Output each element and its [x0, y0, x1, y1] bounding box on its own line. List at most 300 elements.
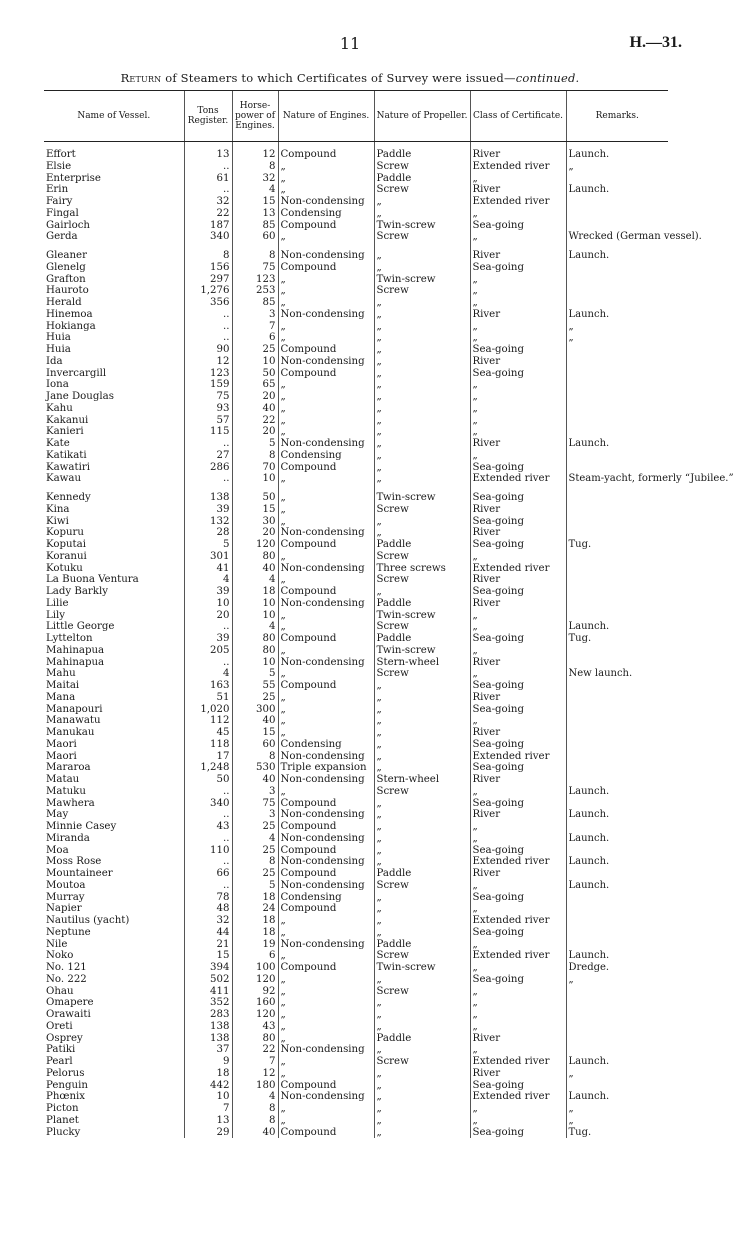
- table-row: [44, 715, 668, 727]
- table-row: [44, 1091, 668, 1103]
- certificate-class: „: [470, 786, 566, 798]
- tons-register: 1,248: [184, 762, 232, 774]
- remarks: [566, 527, 668, 539]
- page-title: [0, 71, 700, 85]
- vessel-name: Effort: [46, 149, 76, 160]
- gap-cell: [470, 243, 566, 250]
- engine-nature: „: [278, 997, 374, 1009]
- remarks: [566, 845, 668, 857]
- certificate-class: „: [470, 645, 566, 657]
- engine-nature: „: [278, 1009, 374, 1021]
- remarks: [566, 551, 668, 563]
- horse-power: 8: [232, 450, 278, 462]
- horse-power: 4: [232, 833, 278, 845]
- table-row: [44, 438, 668, 450]
- vessel-name: Fingal: [46, 207, 79, 219]
- certificate-class: „: [470, 1021, 566, 1033]
- vessel-name: Elsie: [46, 160, 72, 172]
- certificate-class: Extended river: [470, 563, 566, 575]
- remarks: [566, 751, 668, 763]
- gap-cell: [566, 243, 668, 250]
- horse-power: 13: [232, 208, 278, 220]
- propeller-nature: „: [374, 739, 470, 751]
- horse-power: 5: [232, 880, 278, 892]
- vessel-name: Mana: [46, 691, 76, 703]
- propeller-nature: „: [374, 1009, 470, 1021]
- gap-cell: [232, 243, 278, 250]
- horse-power: 80: [232, 551, 278, 563]
- table-row: [44, 774, 668, 786]
- tons-register: 12: [184, 356, 232, 368]
- vessel-name: Mahinapua: [46, 656, 105, 668]
- remarks: New launch.: [566, 668, 668, 680]
- table-row: [44, 880, 668, 892]
- propeller-nature: Screw: [374, 161, 470, 173]
- table-row: [44, 903, 668, 915]
- remarks: Steam-yacht, formerly “Jubilee.”: [566, 473, 668, 485]
- engine-nature: Compound: [278, 821, 374, 833]
- vessel-name: Glenelg: [46, 261, 86, 273]
- table-row: [44, 621, 668, 633]
- horse-power: 5: [232, 668, 278, 680]
- engine-nature: Non-condensing: [278, 438, 374, 450]
- certificate-class: River: [470, 727, 566, 739]
- certificate-class: River: [470, 809, 566, 821]
- header-row: [44, 91, 668, 142]
- horse-power: 12: [232, 149, 278, 161]
- engine-nature: „: [278, 950, 374, 962]
- horse-power: 3: [232, 809, 278, 821]
- col-header-engines: Nature of Engines.: [278, 91, 374, 142]
- vessel-name: Manapouri: [46, 703, 103, 715]
- certificate-class: River: [470, 1033, 566, 1045]
- remarks: [566, 915, 668, 927]
- tons-register: ..: [184, 161, 232, 173]
- vessel-name: Kahu: [46, 402, 73, 414]
- propeller-nature: Screw: [374, 574, 470, 586]
- table-row: [44, 950, 668, 962]
- engine-nature: Non-condensing: [278, 527, 374, 539]
- propeller-nature: „: [374, 1091, 470, 1103]
- horse-power: 85: [232, 297, 278, 309]
- engine-nature: „: [278, 426, 374, 438]
- horse-power: 3: [232, 309, 278, 321]
- propeller-nature: „: [374, 415, 470, 427]
- remarks: Launch.: [566, 250, 668, 262]
- engine-nature: Condensing: [278, 208, 374, 220]
- remarks: Launch.: [566, 880, 668, 892]
- engine-nature: Non-condensing: [278, 563, 374, 575]
- remarks: [566, 927, 668, 939]
- table-row: [44, 962, 668, 974]
- tons-register: ..: [184, 473, 232, 485]
- propeller-nature: Twin-screw: [374, 610, 470, 622]
- page-number: 11: [339, 34, 361, 53]
- vessel-name: Noko: [46, 950, 74, 962]
- remarks: [566, 450, 668, 462]
- remarks: [566, 692, 668, 704]
- tons-register: 18: [184, 1068, 232, 1080]
- tons-register: 138: [184, 1021, 232, 1033]
- certificate-class: River: [470, 184, 566, 196]
- vessel-name: Kate: [46, 438, 70, 449]
- tons-register: 75: [184, 391, 232, 403]
- propeller-nature: „: [374, 462, 470, 474]
- certificate-class: Extended river: [470, 1056, 566, 1068]
- vessel-name: Koputai: [46, 539, 86, 550]
- table-row: [44, 786, 668, 798]
- engine-nature: „: [278, 285, 374, 297]
- engine-nature: „: [278, 297, 374, 309]
- horse-power: 4: [232, 1091, 278, 1103]
- remarks: [566, 516, 668, 528]
- remarks: [566, 504, 668, 516]
- horse-power: 20: [232, 426, 278, 438]
- certificate-class: „: [470, 821, 566, 833]
- engine-nature: Non-condensing: [278, 598, 374, 610]
- steamers-table: [44, 90, 734, 1138]
- engine-nature: „: [278, 473, 374, 485]
- remarks: [566, 986, 668, 998]
- propeller-nature: Screw: [374, 880, 470, 892]
- engine-nature: „: [278, 492, 374, 504]
- engine-nature: Compound: [278, 149, 374, 161]
- propeller-nature: Stern-wheel: [374, 774, 470, 786]
- table-row: [44, 149, 668, 161]
- vessel-name: Little George: [46, 621, 115, 633]
- table-row: [44, 274, 668, 286]
- tons-register: ..: [184, 321, 232, 333]
- propeller-nature: Screw: [374, 231, 470, 243]
- table-row: [44, 809, 668, 821]
- propeller-nature: „: [374, 845, 470, 857]
- engine-nature: „: [278, 715, 374, 727]
- propeller-nature: „: [374, 915, 470, 927]
- vessel-name: Herald: [46, 297, 82, 308]
- vessel-name: Neptune: [46, 926, 91, 938]
- propeller-nature: Three screws: [374, 563, 470, 575]
- remarks: [566, 798, 668, 810]
- remarks: [566, 1009, 668, 1021]
- vessel-name: Phœnix: [46, 1091, 86, 1103]
- vessel-name: Huia: [46, 332, 71, 344]
- certificate-class: Sea-going: [470, 704, 566, 716]
- vessel-name: Lyttelton: [46, 633, 93, 644]
- tons-register: 32: [184, 915, 232, 927]
- document-code: H.—31.: [629, 34, 682, 51]
- certificate-class: Extended river: [470, 161, 566, 173]
- vessel-name: Kiwi: [46, 515, 69, 527]
- propeller-nature: „: [374, 762, 470, 774]
- tons-register: 352: [184, 997, 232, 1009]
- engine-nature: „: [278, 415, 374, 427]
- propeller-nature: „: [374, 856, 470, 868]
- horse-power: 100: [232, 962, 278, 974]
- propeller-nature: Screw: [374, 621, 470, 633]
- tons-register: 502: [184, 974, 232, 986]
- propeller-nature: „: [374, 344, 470, 356]
- tons-register: 28: [184, 527, 232, 539]
- table-row: [44, 892, 668, 904]
- gap-cell: [278, 485, 374, 492]
- engine-nature: Non-condensing: [278, 751, 374, 763]
- engine-nature: „: [278, 403, 374, 415]
- propeller-nature: Screw: [374, 786, 470, 798]
- horse-power: 120: [232, 974, 278, 986]
- horse-power: 12: [232, 1068, 278, 1080]
- gap-cell: [44, 142, 184, 150]
- propeller-nature: Twin-screw: [374, 274, 470, 286]
- gap-cell: [44, 485, 184, 492]
- propeller-nature: Paddle: [374, 633, 470, 645]
- horse-power: 8: [232, 1103, 278, 1115]
- vessel-name: Pelorus: [46, 1067, 85, 1079]
- tons-register: 44: [184, 927, 232, 939]
- certificate-class: Sea-going: [470, 1127, 566, 1139]
- vessel-name: Kawatiri: [46, 461, 90, 473]
- horse-power: 19: [232, 939, 278, 951]
- remarks: [566, 762, 668, 774]
- remarks: Launch.: [566, 809, 668, 821]
- horse-power: 120: [232, 539, 278, 551]
- vessel-name: Fairy: [46, 196, 73, 207]
- horse-power: 18: [232, 586, 278, 598]
- tons-register: 138: [184, 1033, 232, 1045]
- horse-power: 6: [232, 332, 278, 344]
- propeller-nature: „: [374, 586, 470, 598]
- engine-nature: „: [278, 321, 374, 333]
- gap-cell: [278, 243, 374, 250]
- title-main: of Steamers to which Certificates of Survey were issued—: [161, 71, 516, 85]
- tons-register: 301: [184, 551, 232, 563]
- vessel-name: May: [46, 809, 69, 821]
- propeller-nature: „: [374, 1021, 470, 1033]
- vessel-name: Maitai: [46, 680, 80, 691]
- horse-power: 20: [232, 527, 278, 539]
- gap-cell: [566, 142, 668, 150]
- tons-register: ..: [184, 184, 232, 196]
- vessel-name: Mountaineer: [46, 868, 113, 879]
- remarks: „: [566, 332, 668, 344]
- engine-nature: „: [278, 231, 374, 243]
- engine-nature: Non-condensing: [278, 309, 374, 321]
- tons-register: 50: [184, 774, 232, 786]
- table-row: [44, 504, 668, 516]
- vessel-name: Invercargill: [46, 367, 107, 379]
- remarks: [566, 739, 668, 751]
- gap-cell: [184, 142, 232, 150]
- engine-nature: Non-condensing: [278, 833, 374, 845]
- certificate-class: Extended river: [470, 950, 566, 962]
- table-row: [44, 403, 668, 415]
- tons-register: ..: [184, 657, 232, 669]
- table-row: [44, 1044, 668, 1056]
- propeller-nature: „: [374, 1103, 470, 1115]
- table-row: [44, 539, 668, 551]
- propeller-nature: „: [374, 391, 470, 403]
- vessel-name: Maori: [46, 750, 77, 762]
- propeller-nature: Stern-wheel: [374, 657, 470, 669]
- gap-cell: [470, 485, 566, 492]
- table-row: [44, 184, 668, 196]
- propeller-nature: „: [374, 1044, 470, 1056]
- certificate-class: Extended river: [470, 1091, 566, 1103]
- horse-power: 160: [232, 997, 278, 1009]
- gap-cell: [566, 485, 668, 492]
- table-row: [44, 1009, 668, 1021]
- remarks: [566, 1033, 668, 1045]
- tons-register: ..: [184, 809, 232, 821]
- propeller-nature: Paddle: [374, 1033, 470, 1045]
- propeller-nature: Paddle: [374, 868, 470, 880]
- engine-nature: Compound: [278, 633, 374, 645]
- vessel-name: Hinemoa: [46, 308, 93, 320]
- certificate-class: Sea-going: [470, 462, 566, 474]
- tons-register: 9: [184, 1056, 232, 1068]
- tons-register: 57: [184, 415, 232, 427]
- propeller-nature: Paddle: [374, 939, 470, 951]
- tons-register: 17: [184, 751, 232, 763]
- certificate-class: „: [470, 173, 566, 185]
- engine-nature: Non-condensing: [278, 250, 374, 262]
- tons-register: 13: [184, 1115, 232, 1127]
- vessel-name: Nile: [46, 938, 68, 950]
- tons-register: 123: [184, 368, 232, 380]
- propeller-nature: „: [374, 1127, 470, 1139]
- table-row: [44, 762, 668, 774]
- tons-register: 78: [184, 892, 232, 904]
- propeller-nature: „: [374, 262, 470, 274]
- vessel-name: Mahinapua: [46, 644, 105, 656]
- gap-cell: [184, 485, 232, 492]
- vessel-name: Koranui: [46, 550, 87, 562]
- tons-register: 21: [184, 939, 232, 951]
- remarks: [566, 274, 668, 286]
- horse-power: 80: [232, 645, 278, 657]
- vessel-name: Kopuru: [46, 527, 84, 539]
- propeller-nature: Twin-screw: [374, 645, 470, 657]
- horse-power: 40: [232, 563, 278, 575]
- engine-nature: „: [278, 704, 374, 716]
- horse-power: 25: [232, 692, 278, 704]
- horse-power: 22: [232, 1044, 278, 1056]
- horse-power: 60: [232, 739, 278, 751]
- horse-power: 4: [232, 184, 278, 196]
- certificate-class: River: [470, 527, 566, 539]
- engine-nature: Compound: [278, 220, 374, 232]
- propeller-nature: „: [374, 680, 470, 692]
- gap-cell: [278, 142, 374, 150]
- remarks: [566, 892, 668, 904]
- table-row: [44, 391, 668, 403]
- horse-power: 40: [232, 774, 278, 786]
- engine-nature: Non-condensing: [278, 657, 374, 669]
- engine-nature: Compound: [278, 539, 374, 551]
- tons-register: 41: [184, 563, 232, 575]
- remarks: [566, 462, 668, 474]
- remarks: [566, 586, 668, 598]
- engine-nature: Compound: [278, 1127, 374, 1139]
- gap-cell: [470, 142, 566, 150]
- propeller-nature: „: [374, 196, 470, 208]
- remarks: [566, 196, 668, 208]
- remarks: [566, 680, 668, 692]
- certificate-class: Sea-going: [470, 344, 566, 356]
- table-row: [44, 1068, 668, 1080]
- horse-power: 85: [232, 220, 278, 232]
- horse-power: 15: [232, 504, 278, 516]
- tons-register: 112: [184, 715, 232, 727]
- propeller-nature: „: [374, 1080, 470, 1092]
- table-row: [44, 344, 668, 356]
- certificate-class: „: [470, 274, 566, 286]
- remarks: Wrecked (German vessel).: [566, 231, 668, 243]
- vessel-name: Enterprise: [46, 172, 101, 184]
- table-row: [44, 426, 668, 438]
- propeller-nature: Screw: [374, 668, 470, 680]
- tons-register: 51: [184, 692, 232, 704]
- propeller-nature: Screw: [374, 950, 470, 962]
- certificate-class: Sea-going: [470, 927, 566, 939]
- table-row: [44, 610, 668, 622]
- remarks: Launch.: [566, 833, 668, 845]
- engine-nature: Compound: [278, 586, 374, 598]
- engine-nature: Non-condensing: [278, 856, 374, 868]
- horse-power: 43: [232, 1021, 278, 1033]
- horse-power: 3: [232, 786, 278, 798]
- table-row: [44, 368, 668, 380]
- tons-register: 10: [184, 598, 232, 610]
- horse-power: 40: [232, 715, 278, 727]
- vessel-name: Miranda: [46, 832, 90, 844]
- tons-register: 15: [184, 950, 232, 962]
- certificate-class: Sea-going: [470, 892, 566, 904]
- vessel-name: Katikati: [46, 449, 87, 461]
- engine-nature: „: [278, 161, 374, 173]
- vessel-name: La Buona Ventura: [46, 574, 139, 586]
- table-row: [44, 704, 668, 716]
- engine-nature: „: [278, 610, 374, 622]
- engine-nature: „: [278, 516, 374, 528]
- table-row: [44, 798, 668, 810]
- propeller-nature: Twin-screw: [374, 962, 470, 974]
- engine-nature: „: [278, 379, 374, 391]
- engine-nature: „: [278, 974, 374, 986]
- horse-power: 4: [232, 574, 278, 586]
- propeller-nature: „: [374, 997, 470, 1009]
- tons-register: 22: [184, 208, 232, 220]
- engine-nature: „: [278, 1056, 374, 1068]
- remarks: „: [566, 1103, 668, 1115]
- certificate-class: „: [470, 285, 566, 297]
- table-row: [44, 856, 668, 868]
- propeller-nature: „: [374, 727, 470, 739]
- remarks: [566, 574, 668, 586]
- engine-nature: „: [278, 332, 374, 344]
- remarks: [566, 903, 668, 915]
- horse-power: 530: [232, 762, 278, 774]
- certificate-class: River: [470, 438, 566, 450]
- vessel-name: Lily: [46, 609, 66, 621]
- propeller-nature: „: [374, 379, 470, 391]
- table-row: [44, 321, 668, 333]
- remarks: [566, 774, 668, 786]
- table-row: [44, 751, 668, 763]
- tons-register: 20: [184, 610, 232, 622]
- vessel-name: Kanieri: [46, 426, 84, 438]
- certificate-class: Sea-going: [470, 739, 566, 751]
- propeller-nature: „: [374, 927, 470, 939]
